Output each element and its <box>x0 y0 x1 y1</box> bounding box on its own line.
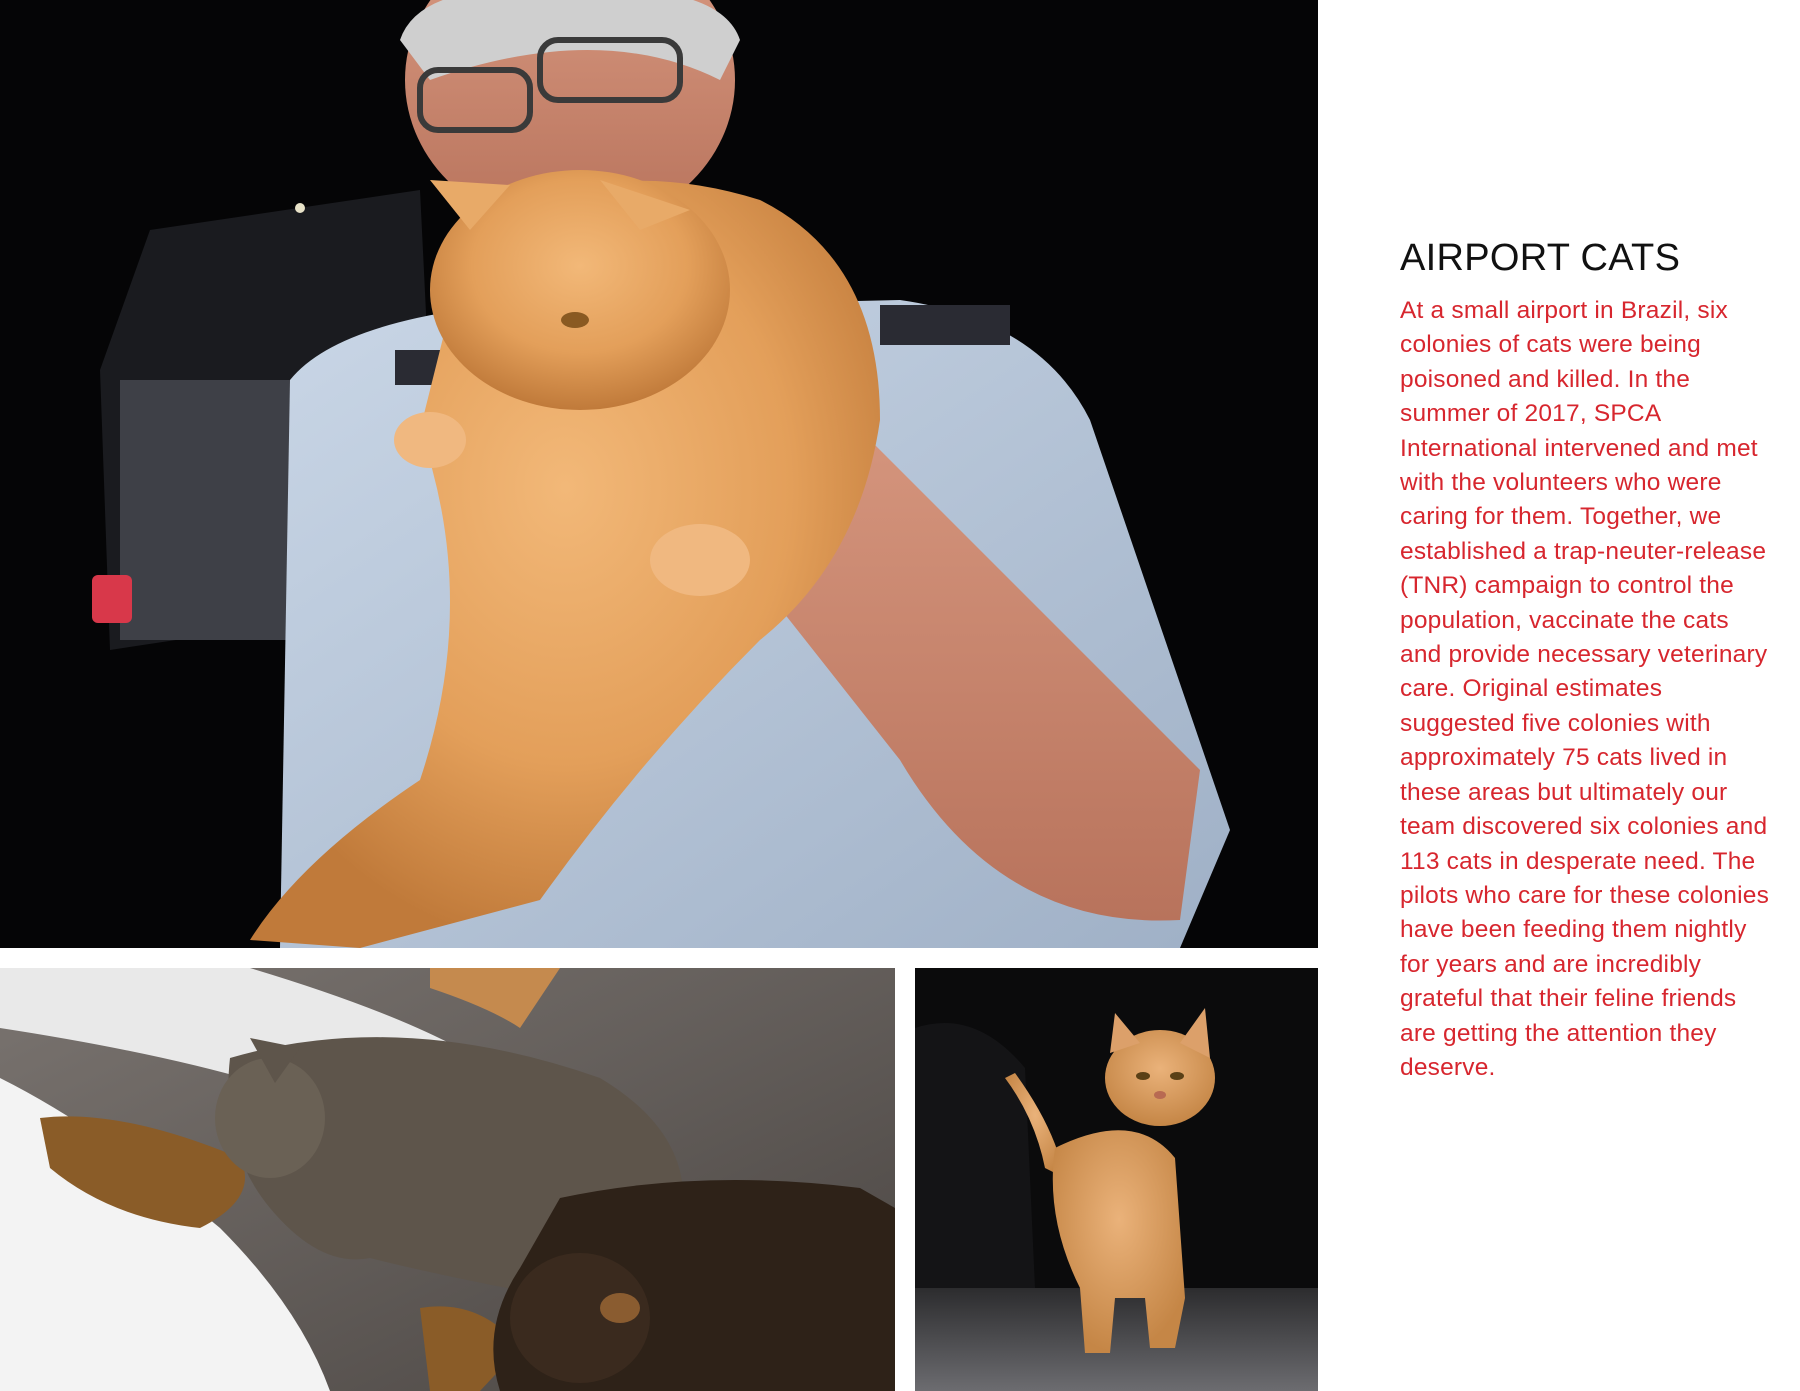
pilot-holding-cat-photo <box>0 0 1318 948</box>
article-title: AIRPORT CATS <box>1400 237 1681 279</box>
cats-eating-photo <box>0 968 895 1391</box>
article-body: At a small airport in Brazil, six colonies of cats were being poisoned and killed. In the summer of 2017, SPCA International intervened and met with the volunteers who were caring for them. Together, we established a trap-neuter-release (TNR) campaign to control the population, vaccinate the cats and provide necessary veterinary care. Original estimates suggested five colonies with approximately 75 cats lived in these areas but ultimately our team discovered six colonies and 113 cats in desperate need. The pilots who care for these colonies have been feeding them nightly for years and are incredibly grateful that their feline friends are getting the attention they deserve. <box>1400 297 1770 1081</box>
article-text-column <box>1400 236 1772 1085</box>
orange-cat-standing-photo <box>915 968 1318 1391</box>
